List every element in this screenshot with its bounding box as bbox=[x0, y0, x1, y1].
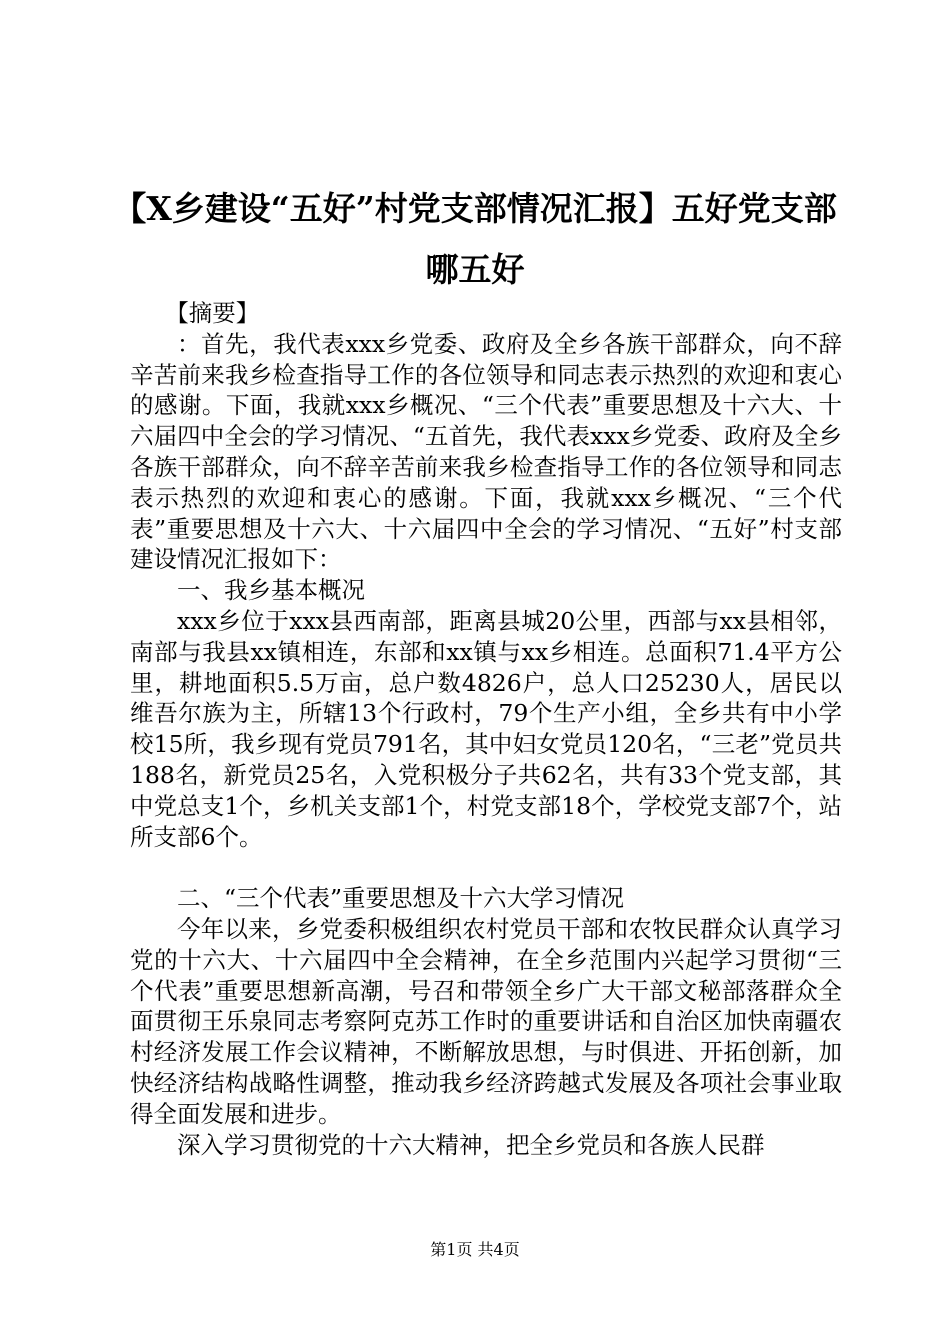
section-heading-overview: 一、我乡基本概况 bbox=[177, 576, 365, 605]
paragraph-spacer bbox=[130, 852, 842, 883]
paragraph-study-continued: 深入学习贯彻党的十六大精神，把全乡党员和各族人民群 bbox=[177, 1130, 765, 1159]
paragraph-study: 今年以来，乡党委积极组织农村党员干部和农牧民群众认真学习党的十六大、十六届四中全会精神，在全乡范围内兴起学习贯彻“三个代表”重要思想新高潮，号召和带领全乡广大干部文秘部落群众全面贯彻王乐泉同志考察阿克苏工作时的重要讲话和自治区加快南疆农村经济发展工作会议精神，不断解放思想，与时俱进、开拓创新，加快经济结构战略性调整，推动我乡经济跨越式发展及各项社会事业取得全面发展和进步。 bbox=[130, 914, 842, 1128]
page-footer: 第1页 共4页 bbox=[430, 1240, 520, 1259]
summary-label: 【摘要】 bbox=[165, 299, 260, 327]
section-heading-study: 二、“三个代表”重要思想及十六大学习情况 bbox=[177, 884, 625, 913]
paragraph-overview: xxx乡位于xxx县西南部，距离县城20公里，西部与xx县相邻，南部与我县xx镇相连，东部和xx镇与xx乡相连。总面积71.4平方公里，耕地面积5.5万亩，总户数4826户，总人口25230人，居民以维吾尔族为主，所辖13个行政村，79个生产小组，全乡共有中小学校15所，我乡现有党员791名，其中妇女党员120名，“三老”党员共188名，新党员25名，入党积极分子共62名，共有33个党支部，其中党总支1个，乡机关支部1个，村党支部18个，学校党支部7个，站所支部6个。 bbox=[130, 606, 842, 851]
paragraph-intro: ：首先，我代表xxx乡党委、政府及全乡各族干部群众，向不辞辛苦前来我乡检查指导工作的各位领导和同志表示热烈的欢迎和衷心的感谢。下面，我就xxx乡概况、“三个代表”重要思想及十六大、十六届四中全会的学习情况、“五首先，我代表xxx乡党委、政府及全乡各族干部群众，向不辞辛苦前来我乡检查指导工作的各位领导和同志表示热烈的欢迎和衷心的感谢。下面，我就xxx乡概况、“三个代表”重要思想及十六大、十六届四中全会的学习情况、“五好”村支部建设情况汇报如下： bbox=[130, 329, 842, 574]
document-title: 【X乡建设“五好”村党支部情况汇报】五好党支部哪五好 bbox=[113, 189, 837, 289]
document-body bbox=[130, 298, 842, 1160]
